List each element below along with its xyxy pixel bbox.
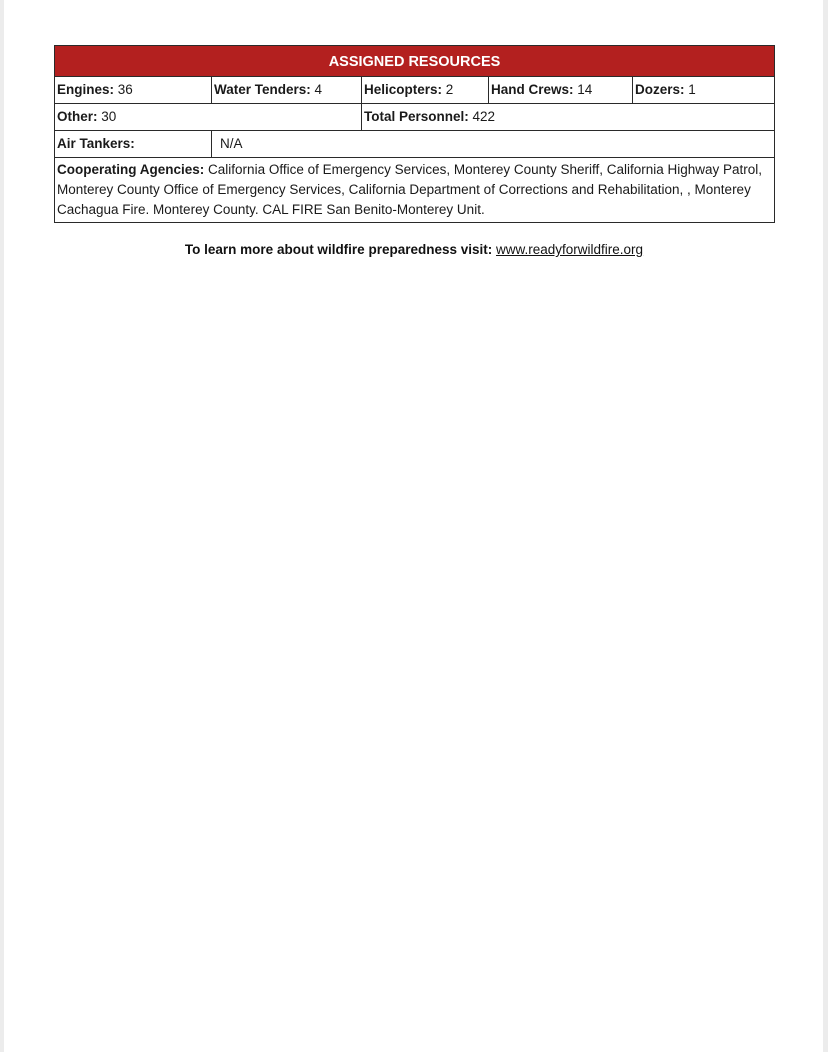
- helicopters-value: 2: [445, 82, 454, 97]
- other-cell: [55, 104, 361, 130]
- preparedness-footer: [0, 242, 828, 257]
- hand-crews-cell: [488, 77, 632, 103]
- helicopters-cell: [361, 77, 488, 103]
- dozers-cell: [632, 77, 774, 103]
- resources-row-1: [55, 77, 774, 104]
- resources-row-2: [55, 104, 774, 131]
- total-personnel-label: Total Personnel:: [364, 109, 469, 124]
- other-value: 30: [101, 109, 117, 124]
- page-edge-left: [0, 0, 4, 1052]
- water-tenders-label: Water Tenders:: [214, 82, 311, 97]
- air-tankers-value: N/A: [211, 131, 774, 157]
- hand-crews-value: 14: [577, 82, 593, 97]
- assigned-resources-table: [54, 45, 775, 223]
- readyforwildfire-link[interactable]: www.readyforwildfire.org: [496, 242, 644, 257]
- resources-row-3: [55, 131, 774, 158]
- engines-label: Engines:: [57, 82, 115, 97]
- water-tenders-value: 4: [314, 82, 323, 97]
- cooperating-agencies-row: [55, 158, 774, 222]
- engines-value: 36: [117, 82, 133, 97]
- engines-cell: [55, 77, 211, 103]
- air-tankers-label: Air Tankers:: [57, 136, 135, 151]
- hand-crews-label: Hand Crews:: [491, 82, 574, 97]
- cooperating-agencies-cell: [57, 160, 770, 220]
- assigned-resources-title: ASSIGNED RESOURCES: [55, 46, 774, 77]
- page-edge-right: [823, 0, 828, 1052]
- footer-label: To learn more about wildfire preparedness visit:: [184, 242, 493, 257]
- cooperating-agencies-label: Cooperating Agencies:: [57, 162, 205, 177]
- dozers-value: 1: [688, 82, 696, 97]
- other-label: Other:: [57, 109, 98, 124]
- water-tenders-cell: [211, 77, 361, 103]
- cooperating-agencies-value: California Office of Emergency Services, Monterey County Sheriff, California Highway Patrol, Monterey County Office of Emergency Services, California Department of Corrections and Rehabilitation, , Monterey Cachagua Fire. Monterey County. CAL FIRE San Benito-Monterey Unit.: [57, 162, 763, 217]
- dozers-label: Dozers:: [635, 82, 685, 97]
- helicopters-label: Helicopters:: [364, 82, 443, 97]
- total-personnel-value: 422: [472, 109, 496, 124]
- total-personnel-cell: [361, 104, 774, 130]
